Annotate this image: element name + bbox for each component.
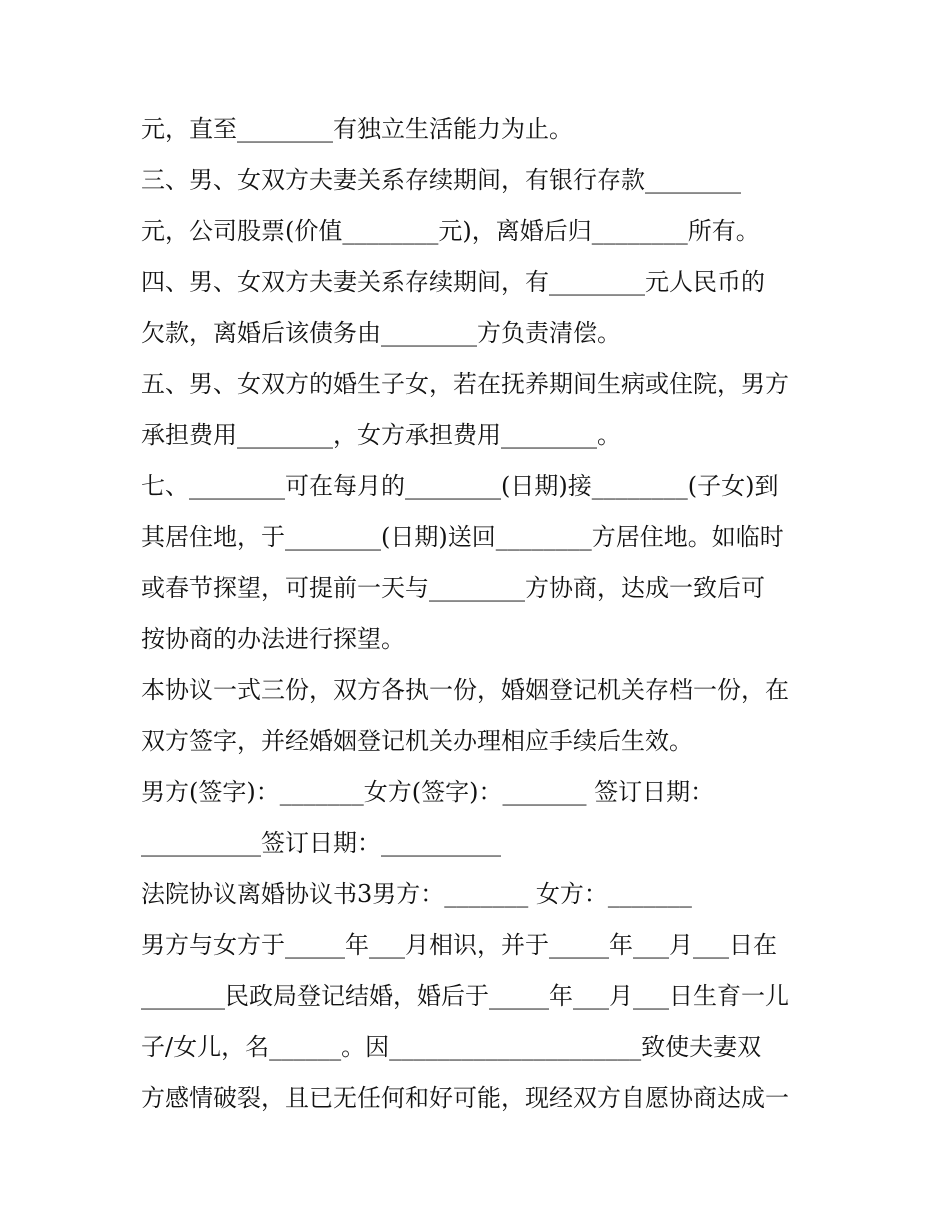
text-line: 双方签字，并经婚姻登记机关办理相应手续后生效。 bbox=[141, 727, 693, 755]
text-line: 五、男、女双方的婚生子女，若在抚养期间生病或住院，男方 bbox=[141, 370, 789, 398]
signature-line: 男方(签字)：_______女方(签字)：_______ 签订日期： bbox=[141, 778, 715, 806]
section-heading: 法院协议离婚协议书3男方：_______ 女方：_______ bbox=[141, 880, 692, 908]
text-line: 男方与女方于_____年___月相识，并于_____年___月___日在 bbox=[141, 931, 777, 959]
text-line: 本协议一式三份，双方各执一份，婚姻登记机关存档一份，在 bbox=[141, 676, 789, 704]
signature-date-line: __________签订日期：__________ bbox=[141, 829, 501, 857]
text-line: 三、男、女双方夫妻关系存续期间，有银行存款________ bbox=[141, 166, 741, 194]
text-line: 其居住地，于________(日期)送回________方居住地。如临时 bbox=[141, 523, 784, 551]
text-line: 子/女儿，名______。因_____________________致使夫妻双 bbox=[141, 1033, 762, 1061]
text-line: 或春节探望，可提前一天与________方协商，达成一致后可 bbox=[141, 574, 765, 602]
text-line: 元，公司股票(价值________元)，离婚后归________所有。 bbox=[141, 217, 760, 245]
agreement-text bbox=[141, 104, 831, 1124]
text-line: 按协商的办法进行探望。 bbox=[141, 625, 405, 653]
text-line: 元，直至________有独立生活能力为止。 bbox=[141, 115, 573, 143]
text-line: 承担费用________，女方承担费用________。 bbox=[141, 421, 621, 449]
text-line: 方感情破裂，且已无任何和好可能，现经双方自愿协商达成一 bbox=[141, 1084, 789, 1112]
text-line: _______民政局登记结婚，婚后于_____年___月___日生育一儿 bbox=[141, 982, 789, 1010]
text-line: 欠款，离婚后该债务由________方负责清偿。 bbox=[141, 319, 621, 347]
text-line: 七、________可在每月的________(日期)接________(子女)到 bbox=[141, 472, 779, 500]
text-line: 四、男、女双方夫妻关系存续期间，有________元人民币的 bbox=[141, 268, 765, 296]
